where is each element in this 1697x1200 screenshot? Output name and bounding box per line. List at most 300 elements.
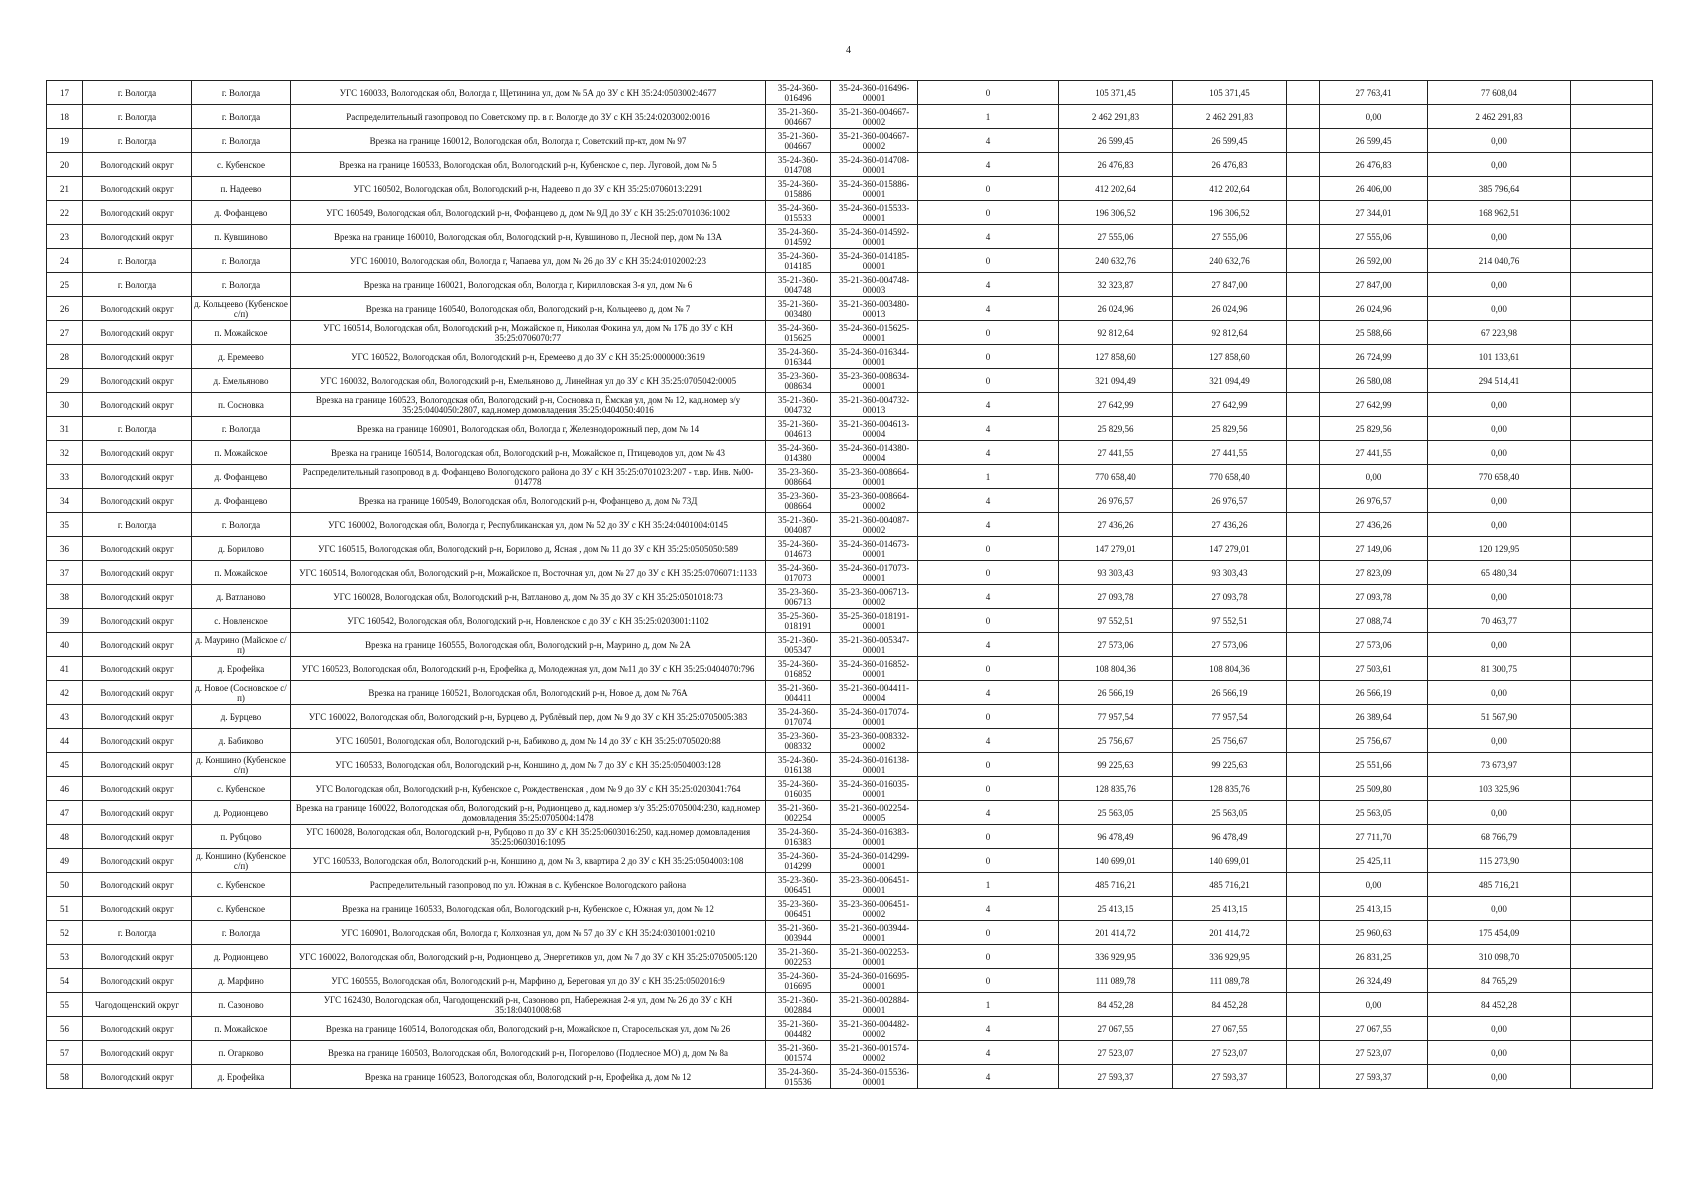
row-number-cell: 37 — [47, 561, 83, 585]
object-code-cell: 35-24-360-016695 — [766, 969, 831, 993]
category-cell: 1 — [918, 465, 1059, 489]
object-code-cell: 35-21-360-005347 — [766, 633, 831, 657]
district-cell: Вологодский округ — [83, 489, 192, 513]
empty-cell — [1287, 465, 1320, 489]
table-row — [47, 849, 1653, 873]
amount-connection-cell: 26 566,19 — [1320, 681, 1428, 705]
amount-accepted-cell: 96 478,49 — [1173, 825, 1287, 849]
empty-cell — [1287, 105, 1320, 129]
object-description-cell: УГС 160002, Вологодская обл, Вологда г, Республиканская ул, дом № 52 до ЗУ с КН 35:24:0401004:0145 — [291, 513, 766, 537]
table-row — [47, 561, 1653, 585]
empty-cell — [1287, 369, 1320, 393]
connection-code-cell: 35-21-360-005347-00001 — [831, 633, 918, 657]
amount-accepted-cell: 105 371,45 — [1173, 81, 1287, 105]
district-cell: Вологодский округ — [83, 897, 192, 921]
amount-balance-cell: 84 452,28 — [1428, 993, 1571, 1017]
amount-balance-cell: 73 673,97 — [1428, 753, 1571, 777]
notes-cell — [1571, 153, 1653, 177]
locality-cell: д. Коншино (Кубенское с/п) — [192, 849, 291, 873]
notes-cell — [1571, 225, 1653, 249]
connection-code-cell: 35-24-360-014185-00001 — [831, 249, 918, 273]
amount-accepted-cell: 26 476,83 — [1173, 153, 1287, 177]
amount-balance-cell: 175 454,09 — [1428, 921, 1571, 945]
category-cell: 4 — [918, 417, 1059, 441]
amount-connection-cell: 26 389,64 — [1320, 705, 1428, 729]
object-description-cell: Врезка на границе 160022, Вологодская обл, Вологодский р-н, Родионцево д, кад.номер з/у 35:25:0705004:230, кад.номер домовладения 35:25:0705004:1478 — [291, 801, 766, 825]
object-code-cell: 35-24-360-015886 — [766, 177, 831, 201]
district-cell: Вологодский округ — [83, 705, 192, 729]
table-row — [47, 1017, 1653, 1041]
connection-code-cell: 35-21-360-002254-00005 — [831, 801, 918, 825]
object-code-cell: 35-21-360-004667 — [766, 129, 831, 153]
object-code-cell: 35-24-360-016496 — [766, 81, 831, 105]
category-cell: 4 — [918, 513, 1059, 537]
row-number-cell: 57 — [47, 1041, 83, 1065]
object-description-cell: УГС 160514, Вологодская обл, Вологодский р-н, Можайское п, Восточная ул, дом № 27 до ЗУ с КН 35:25:0706071:1133 — [291, 561, 766, 585]
table-row — [47, 81, 1653, 105]
notes-cell — [1571, 177, 1653, 201]
amount-accepted-cell: 97 552,51 — [1173, 609, 1287, 633]
amount-connection-cell: 26 724,99 — [1320, 345, 1428, 369]
notes-cell — [1571, 345, 1653, 369]
row-number-cell: 30 — [47, 393, 83, 417]
empty-cell — [1287, 393, 1320, 417]
object-code-cell: 35-24-360-016138 — [766, 753, 831, 777]
connection-code-cell: 35-21-360-002253-00001 — [831, 945, 918, 969]
notes-cell — [1571, 201, 1653, 225]
gas-connection-table — [46, 80, 1653, 1089]
empty-cell — [1287, 81, 1320, 105]
row-number-cell: 33 — [47, 465, 83, 489]
connection-code-cell: 35-24-360-017073-00001 — [831, 561, 918, 585]
object-code-cell: 35-24-360-014380 — [766, 441, 831, 465]
amount-connection-cell: 0,00 — [1320, 105, 1428, 129]
amount-balance-cell: 385 796,64 — [1428, 177, 1571, 201]
row-number-cell: 35 — [47, 513, 83, 537]
table-row — [47, 417, 1653, 441]
amount-accepted-cell: 128 835,76 — [1173, 777, 1287, 801]
locality-cell: г. Вологда — [192, 105, 291, 129]
amount-total-cell: 26 976,57 — [1059, 489, 1173, 513]
district-cell: Вологодский округ — [83, 945, 192, 969]
empty-cell — [1287, 1041, 1320, 1065]
district-cell: г. Вологда — [83, 249, 192, 273]
empty-cell — [1287, 297, 1320, 321]
object-code-cell: 35-21-360-004613 — [766, 417, 831, 441]
district-cell: Вологодский округ — [83, 369, 192, 393]
connection-code-cell: 35-24-360-014673-00001 — [831, 537, 918, 561]
notes-cell — [1571, 681, 1653, 705]
district-cell: Вологодский округ — [83, 1041, 192, 1065]
empty-cell — [1287, 417, 1320, 441]
row-number-cell: 38 — [47, 585, 83, 609]
object-description-cell: Врезка на границе 160021, Вологодская обл, Вологда г, Кирилловская 3-я ул, дом № 6 — [291, 273, 766, 297]
locality-cell: п. Рубцово — [192, 825, 291, 849]
connection-code-cell: 35-23-360-008634-00001 — [831, 369, 918, 393]
amount-balance-cell: 70 463,77 — [1428, 609, 1571, 633]
amount-total-cell: 27 441,55 — [1059, 441, 1173, 465]
locality-cell: д. Борилово — [192, 537, 291, 561]
amount-connection-cell: 26 976,57 — [1320, 489, 1428, 513]
object-description-cell: Врезка на границе 160540, Вологодская обл, Вологодский р-н, Кольцеево д, дом № 7 — [291, 297, 766, 321]
category-cell: 0 — [918, 177, 1059, 201]
district-cell: г. Вологда — [83, 921, 192, 945]
amount-balance-cell: 485 716,21 — [1428, 873, 1571, 897]
amount-connection-cell: 25 551,66 — [1320, 753, 1428, 777]
amount-connection-cell: 27 573,06 — [1320, 633, 1428, 657]
row-number-cell: 19 — [47, 129, 83, 153]
connection-code-cell: 35-23-360-008332-00002 — [831, 729, 918, 753]
category-cell: 4 — [918, 681, 1059, 705]
object-description-cell: УГС 160533, Вологодская обл, Вологодский р-н, Коншино д, дом № 7 до ЗУ с КН 35:25:0504003:128 — [291, 753, 766, 777]
amount-accepted-cell: 321 094,49 — [1173, 369, 1287, 393]
object-code-cell: 35-24-360-014299 — [766, 849, 831, 873]
table-row — [47, 153, 1653, 177]
amount-balance-cell: 0,00 — [1428, 1017, 1571, 1041]
category-cell: 0 — [918, 201, 1059, 225]
amount-total-cell: 127 858,60 — [1059, 345, 1173, 369]
table-row — [47, 801, 1653, 825]
empty-cell — [1287, 681, 1320, 705]
row-number-cell: 39 — [47, 609, 83, 633]
amount-balance-cell: 0,00 — [1428, 489, 1571, 513]
connection-code-cell: 35-21-360-004613-00004 — [831, 417, 918, 441]
locality-cell: с. Кубенское — [192, 873, 291, 897]
category-cell: 0 — [918, 753, 1059, 777]
amount-accepted-cell: 77 957,54 — [1173, 705, 1287, 729]
notes-cell — [1571, 753, 1653, 777]
amount-total-cell: 2 462 291,83 — [1059, 105, 1173, 129]
locality-cell: п. Надеево — [192, 177, 291, 201]
amount-total-cell: 770 658,40 — [1059, 465, 1173, 489]
amount-balance-cell: 0,00 — [1428, 225, 1571, 249]
table-row — [47, 177, 1653, 201]
notes-cell — [1571, 825, 1653, 849]
amount-connection-cell: 0,00 — [1320, 465, 1428, 489]
empty-cell — [1287, 129, 1320, 153]
table-row — [47, 297, 1653, 321]
amount-connection-cell: 25 588,66 — [1320, 321, 1428, 345]
district-cell: Чагодощенский округ — [83, 993, 192, 1017]
object-description-cell: УГС 160549, Вологодская обл, Вологодский р-н, Фофанцево д, дом № 9Д до ЗУ с КН 35:25:0701036:1002 — [291, 201, 766, 225]
category-cell: 0 — [918, 849, 1059, 873]
amount-connection-cell: 27 436,26 — [1320, 513, 1428, 537]
connection-code-cell: 35-21-360-004667-00002 — [831, 105, 918, 129]
locality-cell: д. Маурино (Майское с/п) — [192, 633, 291, 657]
object-code-cell: 35-24-360-014185 — [766, 249, 831, 273]
amount-balance-cell: 0,00 — [1428, 417, 1571, 441]
locality-cell: д. Ватланово — [192, 585, 291, 609]
amount-connection-cell: 27 823,09 — [1320, 561, 1428, 585]
connection-code-cell: 35-24-360-014380-00004 — [831, 441, 918, 465]
amount-accepted-cell: 25 563,05 — [1173, 801, 1287, 825]
amount-balance-cell: 115 273,90 — [1428, 849, 1571, 873]
empty-cell — [1287, 441, 1320, 465]
object-description-cell: Врезка на границе 160533, Вологодская обл, Вологодский р-н, Кубенское с, Южная ул, дом № 12 — [291, 897, 766, 921]
connection-code-cell: 35-23-360-006451-00001 — [831, 873, 918, 897]
object-description-cell: Врезка на границе 160503, Вологодская обл, Вологодский р-н, Погорелово (Подлесное МО) д, дом № 8а — [291, 1041, 766, 1065]
object-code-cell: 35-23-360-008664 — [766, 465, 831, 489]
amount-total-cell: 27 642,99 — [1059, 393, 1173, 417]
object-description-cell: Распределительный газопровод в д. Фофанцево Вологодского района до ЗУ с КН 35:25:0701023:207 - т.вр. Инв. №00-014778 — [291, 465, 766, 489]
amount-accepted-cell: 108 804,36 — [1173, 657, 1287, 681]
empty-cell — [1287, 657, 1320, 681]
connection-code-cell: 35-21-360-004748-00003 — [831, 273, 918, 297]
amount-balance-cell: 67 223,98 — [1428, 321, 1571, 345]
amount-connection-cell: 27 642,99 — [1320, 393, 1428, 417]
locality-cell: д. Фофанцево — [192, 489, 291, 513]
amount-connection-cell: 26 831,25 — [1320, 945, 1428, 969]
empty-cell — [1287, 801, 1320, 825]
table-row — [47, 921, 1653, 945]
object-code-cell: 35-24-360-015533 — [766, 201, 831, 225]
row-number-cell: 20 — [47, 153, 83, 177]
empty-cell — [1287, 825, 1320, 849]
amount-balance-cell: 120 129,95 — [1428, 537, 1571, 561]
connection-code-cell: 35-23-360-008664-00002 — [831, 489, 918, 513]
amount-balance-cell: 101 133,61 — [1428, 345, 1571, 369]
amount-balance-cell: 81 300,75 — [1428, 657, 1571, 681]
empty-cell — [1287, 177, 1320, 201]
amount-balance-cell: 51 567,90 — [1428, 705, 1571, 729]
district-cell: Вологодский округ — [83, 465, 192, 489]
connection-code-cell: 35-24-360-016138-00001 — [831, 753, 918, 777]
amount-total-cell: 25 563,05 — [1059, 801, 1173, 825]
amount-total-cell: 27 573,06 — [1059, 633, 1173, 657]
empty-cell — [1287, 705, 1320, 729]
connection-code-cell: 35-23-360-006451-00002 — [831, 897, 918, 921]
category-cell: 4 — [918, 1041, 1059, 1065]
amount-total-cell: 26 476,83 — [1059, 153, 1173, 177]
amount-accepted-cell: 485 716,21 — [1173, 873, 1287, 897]
row-number-cell: 40 — [47, 633, 83, 657]
district-cell: Вологодский округ — [83, 393, 192, 417]
table-row — [47, 777, 1653, 801]
table-row — [47, 1041, 1653, 1065]
district-cell: Вологодский округ — [83, 1017, 192, 1041]
empty-cell — [1287, 153, 1320, 177]
amount-connection-cell: 27 088,74 — [1320, 609, 1428, 633]
locality-cell: с. Новленское — [192, 609, 291, 633]
table-row — [47, 969, 1653, 993]
locality-cell: г. Вологда — [192, 513, 291, 537]
category-cell: 4 — [918, 729, 1059, 753]
row-number-cell: 50 — [47, 873, 83, 897]
table-row — [47, 465, 1653, 489]
connection-code-cell: 35-21-360-004667-00002 — [831, 129, 918, 153]
row-number-cell: 25 — [47, 273, 83, 297]
notes-cell — [1571, 633, 1653, 657]
object-code-cell: 35-24-360-014673 — [766, 537, 831, 561]
notes-cell — [1571, 945, 1653, 969]
row-number-cell: 52 — [47, 921, 83, 945]
empty-cell — [1287, 873, 1320, 897]
connection-code-cell: 35-24-360-014299-00001 — [831, 849, 918, 873]
connection-code-cell: 35-24-360-014708-00001 — [831, 153, 918, 177]
empty-cell — [1287, 609, 1320, 633]
amount-connection-cell: 0,00 — [1320, 873, 1428, 897]
notes-cell — [1571, 585, 1653, 609]
empty-cell — [1287, 1017, 1320, 1041]
amount-total-cell: 26 024,96 — [1059, 297, 1173, 321]
amount-accepted-cell: 412 202,64 — [1173, 177, 1287, 201]
amount-accepted-cell: 27 593,37 — [1173, 1065, 1287, 1089]
district-cell: г. Вологда — [83, 81, 192, 105]
object-description-cell: Распределительный газопровод по Советскому пр. в г. Вологде до ЗУ с КН 35:24:0203002:0016 — [291, 105, 766, 129]
row-number-cell: 47 — [47, 801, 83, 825]
district-cell: Вологодский округ — [83, 657, 192, 681]
connection-code-cell: 35-24-360-016035-00001 — [831, 777, 918, 801]
amount-balance-cell: 0,00 — [1428, 393, 1571, 417]
object-description-cell: УГС 160523, Вологодская обл, Вологодский р-н, Ерофейка д, Молодежная ул, дом №11 до ЗУ с КН 35:25:0404070:796 — [291, 657, 766, 681]
district-cell: Вологодский округ — [83, 345, 192, 369]
row-number-cell: 55 — [47, 993, 83, 1017]
table-row — [47, 873, 1653, 897]
district-cell: Вологодский округ — [83, 441, 192, 465]
amount-total-cell: 140 699,01 — [1059, 849, 1173, 873]
amount-accepted-cell: 27 573,06 — [1173, 633, 1287, 657]
district-cell: г. Вологда — [83, 513, 192, 537]
object-description-cell: УГС 160501, Вологодская обл, Вологодский р-н, Бабиково д, дом № 14 до ЗУ с КН 35:25:0705020:88 — [291, 729, 766, 753]
connection-code-cell: 35-21-360-004087-00002 — [831, 513, 918, 537]
amount-connection-cell: 27 847,00 — [1320, 273, 1428, 297]
object-code-cell: 35-23-360-006713 — [766, 585, 831, 609]
amount-total-cell: 412 202,64 — [1059, 177, 1173, 201]
amount-accepted-cell: 27 523,07 — [1173, 1041, 1287, 1065]
amount-connection-cell: 25 563,05 — [1320, 801, 1428, 825]
district-cell: Вологодский округ — [83, 633, 192, 657]
row-number-cell: 24 — [47, 249, 83, 273]
locality-cell: д. Коншино (Кубенское с/п) — [192, 753, 291, 777]
connection-code-cell: 35-21-360-001574-00002 — [831, 1041, 918, 1065]
table-row — [47, 729, 1653, 753]
amount-accepted-cell: 93 303,43 — [1173, 561, 1287, 585]
object-description-cell: УГС 162430, Вологодская обл, Чагодощенский р-н, Сазоново рп, Набережная 2-я ул, дом № 26 до ЗУ с КН 35:18:0401008:68 — [291, 993, 766, 1017]
locality-cell: п. Можайское — [192, 321, 291, 345]
object-description-cell: Распределительный газопровод по ул. Южная в с. Кубенское Вологодского района — [291, 873, 766, 897]
locality-cell: д. Ерофейка — [192, 657, 291, 681]
locality-cell: д. Родионцево — [192, 801, 291, 825]
row-number-cell: 17 — [47, 81, 83, 105]
district-cell: г. Вологда — [83, 417, 192, 441]
object-description-cell: Врезка на границе 160523, Вологодская обл, Вологодский р-н, Ерофейка д, дом № 12 — [291, 1065, 766, 1089]
object-code-cell: 35-21-360-003480 — [766, 297, 831, 321]
page-number: 4 — [846, 45, 851, 56]
empty-cell — [1287, 897, 1320, 921]
locality-cell: д. Фофанцево — [192, 465, 291, 489]
locality-cell: п. Можайское — [192, 561, 291, 585]
table-row — [47, 705, 1653, 729]
empty-cell — [1287, 201, 1320, 225]
category-cell: 0 — [918, 609, 1059, 633]
table-row — [47, 225, 1653, 249]
connection-code-cell: 35-21-360-003480-00013 — [831, 297, 918, 321]
notes-cell — [1571, 489, 1653, 513]
notes-cell — [1571, 801, 1653, 825]
notes-cell — [1571, 273, 1653, 297]
district-cell: Вологодский округ — [83, 537, 192, 561]
district-cell: г. Вологда — [83, 129, 192, 153]
amount-connection-cell: 25 425,11 — [1320, 849, 1428, 873]
object-description-cell: УГС 160555, Вологодская обл, Вологодский р-н, Марфино д, Береговая ул до ЗУ с КН 35:25:0502016:9 — [291, 969, 766, 993]
row-number-cell: 48 — [47, 825, 83, 849]
amount-accepted-cell: 111 089,78 — [1173, 969, 1287, 993]
category-cell: 4 — [918, 897, 1059, 921]
category-cell: 4 — [918, 129, 1059, 153]
object-description-cell: УГС 160522, Вологодская обл, Вологодский р-н, Еремеево д до ЗУ с КН 35:25:0000000:3619 — [291, 345, 766, 369]
amount-accepted-cell: 27 642,99 — [1173, 393, 1287, 417]
amount-total-cell: 96 478,49 — [1059, 825, 1173, 849]
connection-code-cell: 35-21-360-004411-00004 — [831, 681, 918, 705]
amount-balance-cell: 2 462 291,83 — [1428, 105, 1571, 129]
row-number-cell: 43 — [47, 705, 83, 729]
notes-cell — [1571, 369, 1653, 393]
object-code-cell: 35-23-360-008634 — [766, 369, 831, 393]
notes-cell — [1571, 705, 1653, 729]
category-cell: 4 — [918, 489, 1059, 513]
amount-accepted-cell: 336 929,95 — [1173, 945, 1287, 969]
empty-cell — [1287, 945, 1320, 969]
object-code-cell: 35-25-360-018191 — [766, 609, 831, 633]
empty-cell — [1287, 489, 1320, 513]
table-row — [47, 441, 1653, 465]
amount-accepted-cell: 25 413,15 — [1173, 897, 1287, 921]
category-cell: 0 — [918, 345, 1059, 369]
empty-cell — [1287, 273, 1320, 297]
row-number-cell: 49 — [47, 849, 83, 873]
locality-cell: д. Еремеево — [192, 345, 291, 369]
amount-connection-cell: 27 344,01 — [1320, 201, 1428, 225]
object-code-cell: 35-24-360-017073 — [766, 561, 831, 585]
amount-total-cell: 92 812,64 — [1059, 321, 1173, 345]
notes-cell — [1571, 81, 1653, 105]
table-body — [47, 81, 1653, 1089]
locality-cell: д. Родионцево — [192, 945, 291, 969]
object-description-cell: УГС 160514, Вологодская обл, Вологодский р-н, Можайское п, Николая Фокина ул, дом № 17Б до ЗУ с КН 35:25:0706070:77 — [291, 321, 766, 345]
district-cell: Вологодский округ — [83, 801, 192, 825]
amount-total-cell: 97 552,51 — [1059, 609, 1173, 633]
connection-code-cell: 35-23-360-008664-00001 — [831, 465, 918, 489]
row-number-cell: 26 — [47, 297, 83, 321]
amount-total-cell: 26 599,45 — [1059, 129, 1173, 153]
row-number-cell: 56 — [47, 1017, 83, 1041]
object-code-cell: 35-24-360-015536 — [766, 1065, 831, 1089]
amount-balance-cell: 294 514,41 — [1428, 369, 1571, 393]
row-number-cell: 18 — [47, 105, 83, 129]
category-cell: 4 — [918, 297, 1059, 321]
row-number-cell: 58 — [47, 1065, 83, 1089]
empty-cell — [1287, 561, 1320, 585]
amount-balance-cell: 0,00 — [1428, 297, 1571, 321]
amount-balance-cell: 0,00 — [1428, 1041, 1571, 1065]
notes-cell — [1571, 417, 1653, 441]
amount-total-cell: 25 756,67 — [1059, 729, 1173, 753]
connection-code-cell: 35-24-360-016852-00001 — [831, 657, 918, 681]
object-description-cell: Врезка на границе 160549, Вологодская обл, Вологодский р-н, Фофанцево д, дом № 73Д — [291, 489, 766, 513]
amount-accepted-cell: 196 306,52 — [1173, 201, 1287, 225]
row-number-cell: 23 — [47, 225, 83, 249]
amount-connection-cell: 27 441,55 — [1320, 441, 1428, 465]
table-row — [47, 321, 1653, 345]
table-row — [47, 201, 1653, 225]
category-cell: 4 — [918, 1017, 1059, 1041]
amount-balance-cell: 0,00 — [1428, 729, 1571, 753]
notes-cell — [1571, 441, 1653, 465]
object-code-cell: 35-21-360-004411 — [766, 681, 831, 705]
district-cell: Вологодский округ — [83, 849, 192, 873]
notes-cell — [1571, 849, 1653, 873]
district-cell: Вологодский округ — [83, 777, 192, 801]
